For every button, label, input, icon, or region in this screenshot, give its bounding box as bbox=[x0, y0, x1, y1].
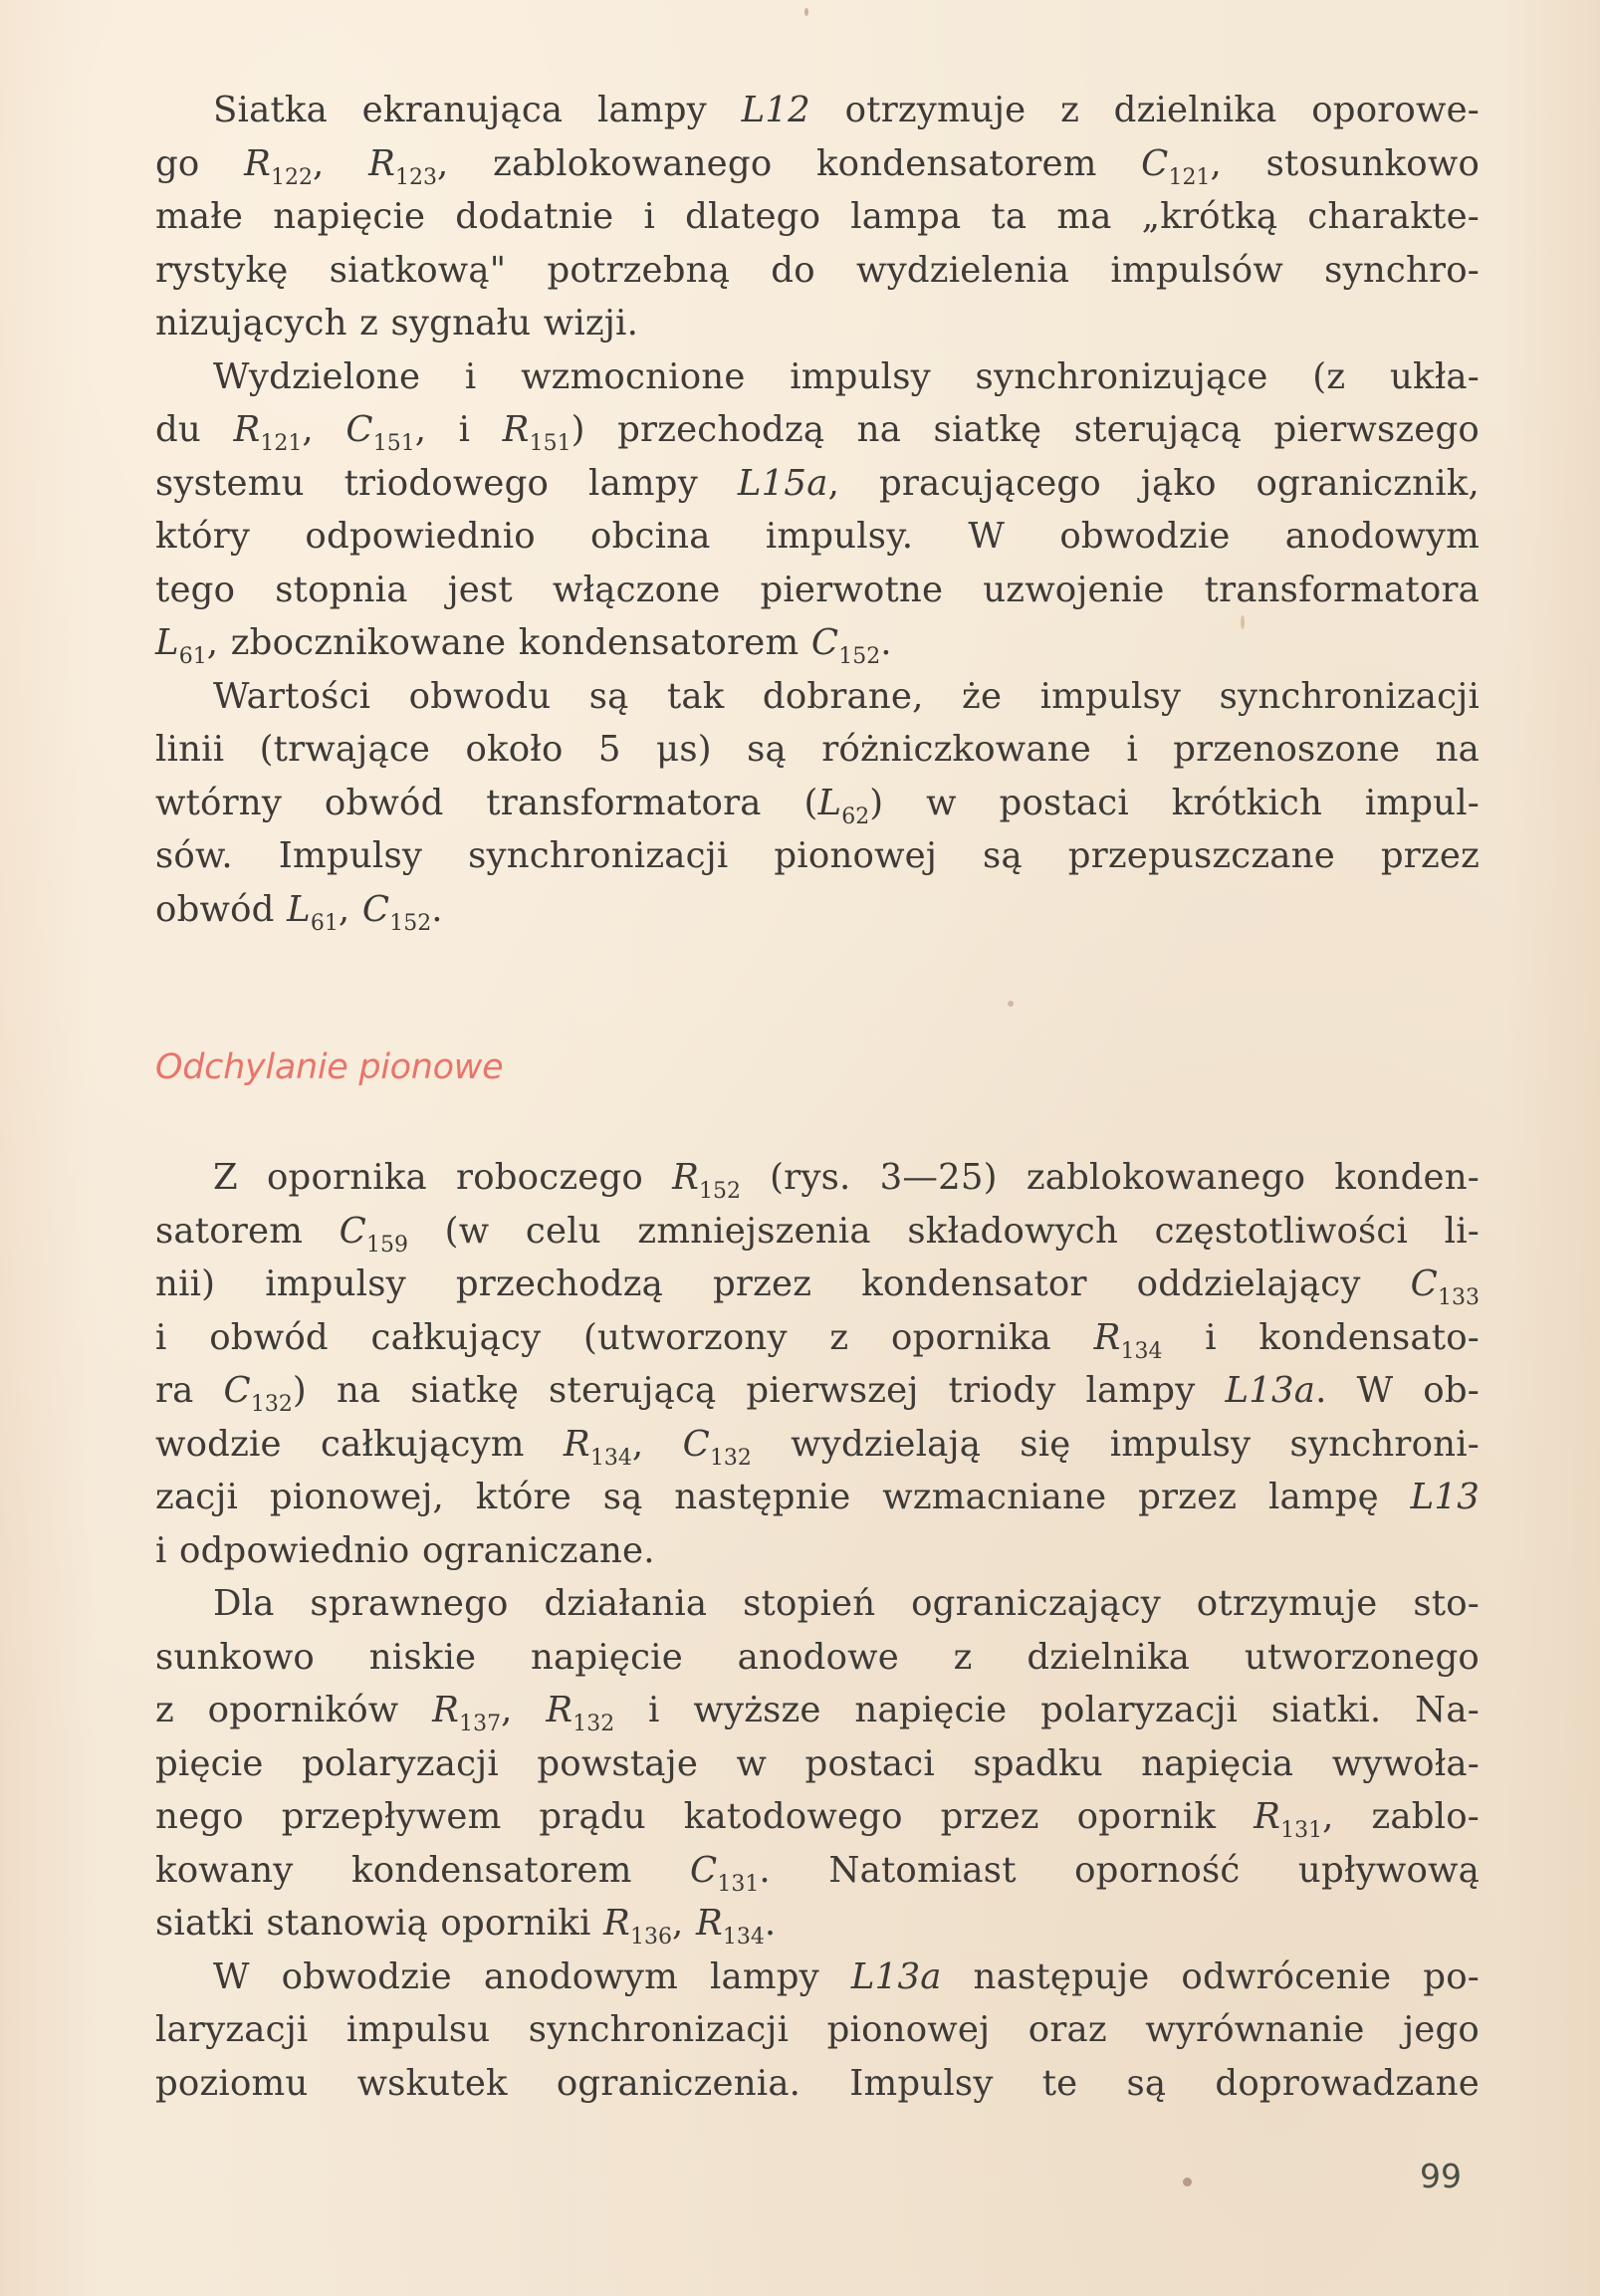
subscript: 159 bbox=[366, 1232, 409, 1258]
text-run: ) na siatkę sterującą pierwszej triody lampy bbox=[292, 1370, 1226, 1411]
subscript: 121 bbox=[260, 431, 303, 456]
text-run: wodzie całkującym bbox=[155, 1423, 564, 1465]
text-run: poziomu wskutek ograniczenia. Impulsy te są doprowadzane bbox=[155, 2062, 1480, 2104]
text-line bbox=[155, 84, 1480, 137]
subscript: 61 bbox=[310, 910, 339, 936]
italic-symbol: R bbox=[1254, 1796, 1281, 1837]
text-line bbox=[155, 1631, 1480, 1685]
text-run: . bbox=[431, 888, 443, 930]
text-run: wtórny obwód transformatora ( bbox=[155, 782, 818, 823]
paper-speck bbox=[804, 8, 808, 16]
text-run: , bbox=[671, 1903, 696, 1944]
text-run: , bbox=[501, 1690, 547, 1730]
text-run: , bbox=[313, 142, 369, 184]
text-line bbox=[155, 883, 1480, 937]
text-run: ) przechodzą na siatkę sterującą pierwszego bbox=[571, 409, 1480, 450]
italic-symbol: C bbox=[223, 1370, 251, 1411]
text-run: sunkowo niskie napięcie anodowe z dzielnika utworzonego bbox=[155, 1636, 1480, 1678]
text-line bbox=[155, 1471, 1480, 1524]
text-run: ) w postaci krótkich impul- bbox=[869, 782, 1480, 823]
italic-symbol: L13a bbox=[1225, 1370, 1316, 1411]
subscript: 152 bbox=[389, 910, 432, 936]
text-line bbox=[155, 510, 1480, 564]
text-line bbox=[155, 1684, 1480, 1737]
paper-speck bbox=[1183, 2178, 1192, 2186]
text-run: pięcie polaryzacji powstaje w postaci spadku napięcia wywoła- bbox=[155, 1742, 1480, 1784]
subscript: 137 bbox=[459, 1712, 502, 1736]
text-run: satorem bbox=[155, 1210, 340, 1252]
text-line bbox=[155, 244, 1480, 298]
paper-speck bbox=[1241, 615, 1245, 629]
text-run: du bbox=[155, 409, 234, 450]
text-run: tego stopnia jest włączone pierwotne uzwojenie transformatora bbox=[155, 569, 1480, 610]
text-line bbox=[155, 2057, 1480, 2111]
text-run: systemu triodowego lampy bbox=[155, 462, 738, 504]
text-run: wydzielają się impulsy synchroni- bbox=[751, 1423, 1480, 1465]
text-run: i kondensato- bbox=[1162, 1316, 1480, 1358]
italic-symbol: R bbox=[432, 1690, 460, 1730]
italic-symbol: L bbox=[287, 888, 311, 930]
italic-symbol: C bbox=[1410, 1263, 1438, 1304]
text-line bbox=[155, 670, 1480, 724]
subscript: 132 bbox=[250, 1392, 293, 1417]
text-run: nego przepływem prądu katodowego przez opornik bbox=[155, 1796, 1255, 1837]
text-line bbox=[155, 1951, 1480, 2004]
paragraphs-vertical-deflection bbox=[155, 1151, 1480, 2110]
italic-symbol: L15a bbox=[737, 462, 828, 504]
text-run: siatki stanowią oporniki bbox=[155, 1903, 604, 1944]
italic-symbol: R bbox=[233, 409, 261, 450]
italic-symbol: R bbox=[502, 409, 530, 450]
text-line bbox=[155, 137, 1480, 191]
italic-symbol: C bbox=[339, 1210, 367, 1252]
subscript: 61 bbox=[178, 644, 207, 669]
italic-symbol: C bbox=[345, 409, 373, 450]
text-line bbox=[155, 297, 1480, 350]
subscript: 123 bbox=[395, 164, 438, 190]
text-run: i wyższe napięcie polaryzacji siatki. Na- bbox=[614, 1690, 1480, 1730]
text-run: linii (trwające około 5 μs) są różniczkowane i przenoszone na bbox=[155, 729, 1480, 770]
italic-symbol: L13 bbox=[1410, 1477, 1480, 1517]
text-run: . bbox=[880, 622, 892, 663]
text-run: Z opornika roboczego bbox=[213, 1157, 673, 1198]
italic-symbol: R bbox=[1093, 1316, 1121, 1358]
italic-symbol: C bbox=[1141, 142, 1169, 184]
italic-symbol: C bbox=[682, 1423, 710, 1465]
text-line bbox=[155, 1205, 1480, 1259]
text-line bbox=[155, 1311, 1480, 1365]
text-run: W obwodzie anodowym lampy bbox=[213, 1955, 851, 1997]
subscript: 152 bbox=[838, 644, 881, 669]
text-run: , zablo- bbox=[1322, 1796, 1481, 1837]
text-line bbox=[155, 829, 1480, 883]
subscript: 152 bbox=[699, 1179, 741, 1204]
text-run: małe napięcie dodatnie i dlatego lampa ta ma „krótką charakte- bbox=[155, 196, 1480, 237]
text-run: , bbox=[302, 409, 346, 450]
italic-symbol: L12 bbox=[741, 90, 810, 130]
text-run: , bbox=[631, 1423, 683, 1465]
paper-speck bbox=[1008, 1001, 1014, 1007]
italic-symbol: C bbox=[690, 1849, 718, 1891]
text-run: z oporników bbox=[155, 1690, 433, 1730]
text-line bbox=[155, 1577, 1480, 1631]
text-run: zacji pionowej, które są następnie wzmacniane przez lampę bbox=[155, 1477, 1411, 1517]
italic-symbol: C bbox=[810, 622, 839, 663]
text-run: Wydzielone i wzmocnione impulsy synchronizujące (z ukła- bbox=[213, 355, 1480, 397]
italic-symbol: R bbox=[603, 1903, 630, 1944]
text-line bbox=[155, 1524, 1480, 1578]
text-run: , bbox=[338, 888, 362, 930]
text-run: sów. Impulsy synchronizacji pionowej są przepuszczane przez bbox=[155, 835, 1480, 876]
text-line bbox=[155, 1151, 1480, 1205]
subscript: 132 bbox=[709, 1445, 752, 1471]
subscript: 134 bbox=[1120, 1338, 1163, 1364]
italic-symbol: L bbox=[155, 622, 179, 663]
text-run: , zablokowanego kondensatorem bbox=[437, 142, 1142, 184]
text-line bbox=[155, 1737, 1480, 1791]
italic-symbol: R bbox=[563, 1423, 590, 1465]
text-run: kowany kondensatorem bbox=[155, 1849, 691, 1891]
text-line bbox=[155, 1844, 1480, 1898]
text-line bbox=[155, 457, 1480, 511]
text-line bbox=[155, 1258, 1480, 1311]
subscript: 62 bbox=[841, 804, 870, 829]
text-line bbox=[155, 1364, 1480, 1418]
text-run: laryzacji impulsu synchronizacji pionowej oraz wyrównanie jego bbox=[155, 2009, 1480, 2050]
text-run: obwód bbox=[155, 888, 288, 930]
text-line bbox=[155, 616, 1480, 670]
paragraphs-sync-separation bbox=[155, 84, 1480, 936]
text-run: (rys. 3—25) zablokowanego konden- bbox=[741, 1157, 1480, 1198]
italic-symbol: R bbox=[672, 1157, 699, 1198]
italic-symbol: L bbox=[817, 782, 842, 823]
text-run: (w celu zmniejszenia składowych częstotliwości li- bbox=[408, 1210, 1480, 1252]
text-run: Wartości obwodu są tak dobrane, że impulsy synchronizacji bbox=[213, 675, 1480, 717]
text-run: , zbocznikowane kondensatorem bbox=[206, 622, 811, 663]
section-heading: Odchylanie pionowe bbox=[155, 1047, 504, 1087]
subscript: 131 bbox=[717, 1871, 760, 1897]
subscript: 131 bbox=[1280, 1818, 1323, 1843]
text-run: , i bbox=[414, 409, 503, 450]
subscript: 134 bbox=[722, 1925, 765, 1950]
italic-symbol: R bbox=[368, 142, 396, 184]
text-line bbox=[155, 777, 1480, 830]
text-run: i obwód całkujący (utworzony z opornika bbox=[155, 1316, 1094, 1358]
subscript: 136 bbox=[629, 1925, 672, 1950]
italic-symbol: R bbox=[695, 1903, 723, 1944]
text-line bbox=[155, 1790, 1480, 1844]
text-line bbox=[155, 1418, 1480, 1472]
text-line bbox=[155, 564, 1480, 617]
subscript: 121 bbox=[1168, 164, 1211, 190]
text-line bbox=[155, 403, 1480, 457]
text-run: Dla sprawnego działania stopień ograniczający otrzymuje sto- bbox=[213, 1583, 1480, 1624]
subscript: 151 bbox=[529, 431, 571, 456]
text-run: który odpowiednio obcina impulsy. W obwodzie anodowym bbox=[155, 516, 1480, 557]
text-run: . W ob- bbox=[1315, 1370, 1480, 1411]
italic-symbol: C bbox=[361, 888, 390, 930]
subscript: 133 bbox=[1438, 1285, 1480, 1310]
text-line bbox=[155, 190, 1480, 244]
italic-symbol: R bbox=[546, 1690, 573, 1730]
text-line bbox=[155, 1897, 1480, 1951]
page-number: 99 bbox=[1420, 2157, 1462, 2195]
italic-symbol: R bbox=[244, 142, 272, 184]
text-run: . bbox=[764, 1903, 777, 1944]
subscript: 151 bbox=[372, 431, 415, 456]
text-line bbox=[155, 2003, 1480, 2057]
text-line bbox=[155, 350, 1480, 404]
subscript: 132 bbox=[572, 1712, 615, 1736]
text-run: Siatka ekranująca lampy bbox=[213, 90, 742, 130]
text-run: nii) impulsy przechodzą przez kondensator oddzielający bbox=[155, 1263, 1411, 1304]
italic-symbol: L13a bbox=[850, 1955, 942, 1997]
text-run: rystykę siatkową" potrzebną do wydzielenia impulsów synchro- bbox=[155, 249, 1480, 291]
text-run: i odpowiednio ograniczane. bbox=[155, 1529, 655, 1571]
subscript: 122 bbox=[271, 164, 314, 190]
text-run: , pracującego jąko ogranicznik, bbox=[827, 462, 1480, 504]
text-run: go bbox=[155, 142, 245, 184]
text-run: następuje odwrócenie po- bbox=[941, 1955, 1481, 1997]
text-run: . Natomiast oporność upływową bbox=[759, 1849, 1480, 1891]
subscript: 134 bbox=[589, 1445, 632, 1471]
text-run: otrzymuje z dzielnika oporowe- bbox=[809, 90, 1480, 130]
text-run: ra bbox=[155, 1370, 224, 1411]
text-line bbox=[155, 723, 1480, 777]
text-run: nizujących z sygnału wizji. bbox=[155, 303, 639, 344]
text-run: , stosunkowo bbox=[1210, 142, 1481, 184]
